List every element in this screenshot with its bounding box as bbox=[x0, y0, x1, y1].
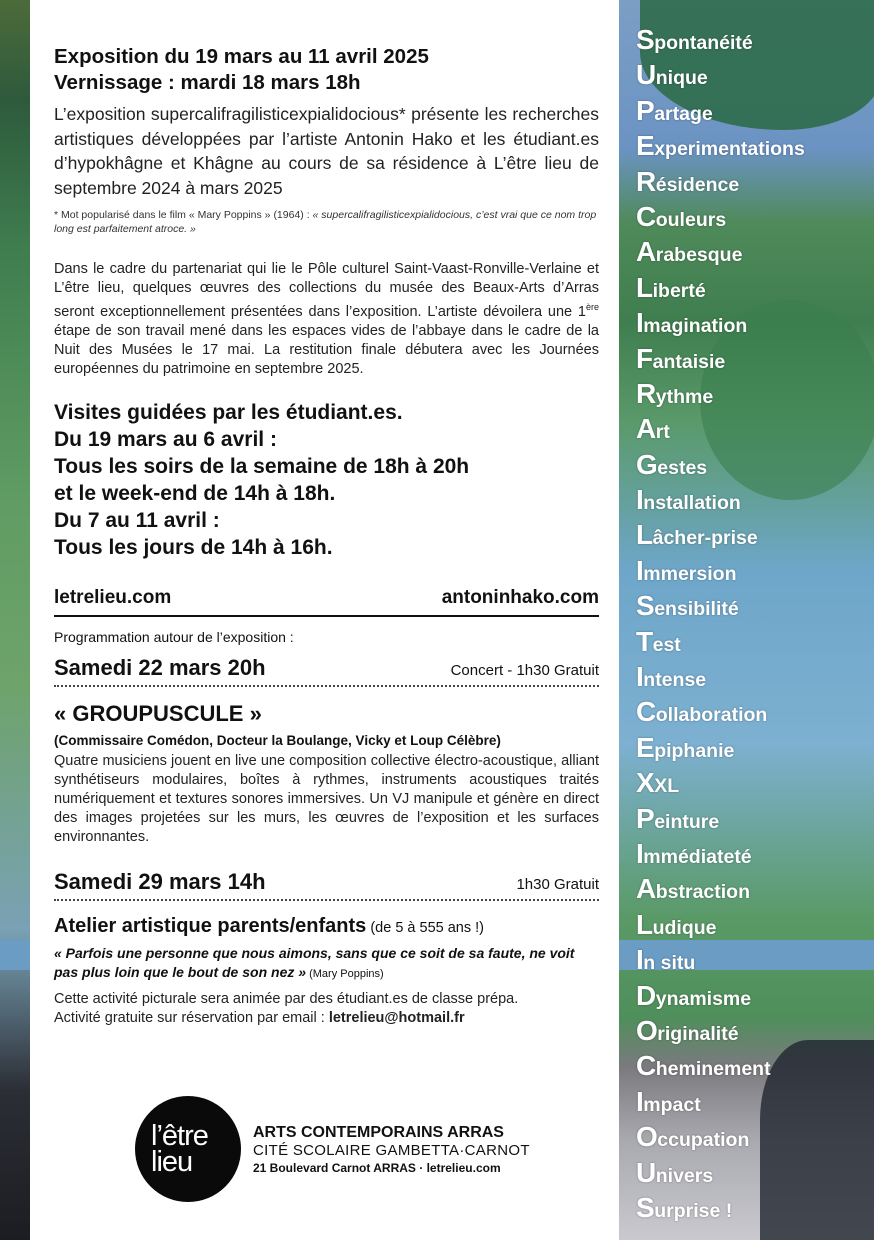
acrostic-initial: T bbox=[636, 625, 653, 657]
acrostic-initial: C bbox=[636, 696, 656, 728]
event1-title: « GROUPUSCULE » bbox=[54, 700, 262, 726]
acrostic-word bbox=[636, 1121, 872, 1156]
acrostic-word-rest: udique bbox=[652, 916, 717, 939]
event2-title bbox=[54, 915, 599, 938]
acrostic-word-rest: XL bbox=[654, 775, 680, 798]
letrelieu-link[interactable]: letrelieu.com bbox=[54, 586, 172, 608]
quote-source: (Mary Poppins) bbox=[306, 967, 384, 980]
acrostic-initial: I bbox=[636, 554, 644, 586]
acrostic-word-rest: nique bbox=[655, 67, 708, 90]
event2-desc-line2: Activité gratuite sur réservation par email : bbox=[54, 1009, 329, 1026]
acrostic-initial: I bbox=[636, 837, 644, 869]
acrostic-word-rest: ythme bbox=[655, 385, 714, 408]
logo-line2: lieu bbox=[151, 1146, 193, 1178]
acrostic-initial: S bbox=[636, 24, 655, 55]
event2-age-range: (de 5 à 555 ans !) bbox=[366, 919, 484, 936]
acrostic-word bbox=[636, 590, 872, 625]
acrostic-word-rest: nivers bbox=[655, 1164, 714, 1187]
event2-title-text: Atelier artistique parents/enfants bbox=[54, 914, 367, 937]
acrostic-initial: P bbox=[636, 94, 655, 126]
event1-meta: Concert - 1h30 Gratuit bbox=[450, 661, 599, 679]
acrostic-word bbox=[636, 24, 872, 59]
acrostic-initial: O bbox=[636, 1014, 658, 1046]
antoninhako-link[interactable]: antoninhako.com bbox=[441, 586, 599, 608]
acrostic-word-rest: artage bbox=[654, 102, 713, 125]
acrostic-word-rest: iberté bbox=[652, 279, 706, 302]
acrostic-initial: U bbox=[636, 1156, 656, 1188]
acrostic-word-rest: xperimentations bbox=[654, 138, 805, 161]
address-block bbox=[253, 1124, 530, 1175]
acrostic-word bbox=[636, 767, 872, 802]
acrostic-word-rest: rabesque bbox=[655, 244, 743, 267]
event1-date: Samedi 22 mars 20h bbox=[54, 654, 266, 680]
acrostic-word bbox=[636, 378, 872, 413]
acrostic-word-rest: mmersion bbox=[643, 562, 737, 585]
acrostic-initial: L bbox=[636, 519, 653, 551]
visits-line: Du 7 au 11 avril : bbox=[54, 508, 220, 532]
acrostic-word bbox=[636, 696, 872, 731]
acrostic-word bbox=[636, 201, 872, 236]
acrostic-initial: I bbox=[636, 307, 644, 339]
partnership-paragraph bbox=[54, 260, 599, 379]
visits-line: Tous les jours de 14h à 16h. bbox=[54, 535, 333, 559]
acrostic-initial: L bbox=[636, 908, 653, 940]
acrostic-word bbox=[636, 59, 872, 94]
acrostic-word-rest: piphanie bbox=[654, 739, 735, 762]
exhibition-dates bbox=[54, 44, 599, 96]
ordinal-suffix: ère bbox=[585, 302, 599, 312]
programme-intro: Programmation autour de l’exposition : bbox=[54, 628, 294, 645]
visits-line: Du 19 mars au 6 avril : bbox=[54, 427, 277, 451]
acrostic-word-rest: ccupation bbox=[657, 1129, 750, 1152]
acrostic-word bbox=[636, 1157, 872, 1192]
event2-description bbox=[54, 990, 599, 1028]
acrostic-word-rest: mpact bbox=[643, 1093, 701, 1116]
acrostic-initial: S bbox=[636, 1191, 655, 1223]
event2-meta: 1h30 Gratuit bbox=[516, 875, 599, 893]
letrelieu-logo bbox=[135, 1096, 241, 1202]
acrostic-word bbox=[636, 555, 872, 590]
visits-line: Tous les soirs de la semaine de 18h à 20h bbox=[54, 454, 470, 478]
acrostic-word bbox=[636, 413, 872, 448]
acrostic-word-rest: urprise ! bbox=[654, 1199, 733, 1222]
acrostic-word bbox=[636, 307, 872, 342]
acrostic-word-rest: ésidence bbox=[655, 173, 740, 196]
vernissage-line: Vernissage : mardi 18 mars 18h bbox=[54, 71, 361, 94]
acrostic-word-rest: riginalité bbox=[657, 1022, 739, 1045]
acrostic-initial: F bbox=[636, 342, 653, 374]
acrostic-word bbox=[636, 130, 872, 165]
partnership-text-b: étape de son travail mené dans les espaces vides de l’abbaye dans le cadre de la Nuit des Musées le 17 mai. La restitution finale débutera avec les Journées européennes du patrimoine en septembre 2025. bbox=[54, 322, 599, 377]
acrostic-word-rest: ollaboration bbox=[655, 704, 768, 727]
logo-line1: l’être bbox=[151, 1120, 208, 1152]
event2-date: Samedi 29 mars 14h bbox=[54, 868, 266, 894]
acrostic-word bbox=[636, 944, 872, 979]
acrostic-initial: I bbox=[636, 484, 644, 516]
acrostic-initial: I bbox=[636, 944, 644, 976]
mary-poppins-quote bbox=[54, 944, 599, 984]
acrostic-word-rest: ntense bbox=[643, 669, 707, 692]
acrostic-word bbox=[636, 909, 872, 944]
acrostic-word bbox=[636, 661, 872, 696]
acrostic-initial: R bbox=[636, 165, 656, 197]
acrostic-word-rest: rt bbox=[655, 421, 670, 444]
visits-line: et le week-end de 14h à 18h. bbox=[54, 481, 336, 505]
acrostic-initial: S bbox=[636, 590, 655, 622]
partnership-text-a: Dans le cadre du partenariat qui lie le Pôle culturel Saint-Vaast-Ronville-Verlaine et L’être lieu, quelques œuvres des collections du musée des Beaux-Arts d’Arras seront exceptionnellement présentées dans l’exposition. L’artiste dévoilera une 1 bbox=[54, 261, 599, 320]
acrostic-initial: E bbox=[636, 731, 655, 763]
acrostic-word-rest: ensibilité bbox=[654, 598, 739, 621]
acrostic-word-rest: mmédiateté bbox=[643, 845, 752, 868]
acrostic-word-rest: n situ bbox=[643, 952, 696, 975]
acrostic-initial: P bbox=[636, 802, 655, 834]
event2-header bbox=[54, 869, 599, 901]
acrostic-word bbox=[636, 449, 872, 484]
acrostic-word bbox=[636, 95, 872, 130]
acrostic-initial: A bbox=[636, 873, 656, 905]
quote-text: « Parfois une personne que nous aimons, sans que ce soit de sa faute, ne voit pas plus loin que le bout de son nez » bbox=[54, 944, 575, 980]
acrostic-word bbox=[636, 838, 872, 873]
acrostic-word-rest: âcher-prise bbox=[652, 527, 758, 550]
exhibition-dates-line: Exposition du 19 mars au 11 avril 2025 bbox=[54, 45, 429, 68]
reservation-email[interactable]: letrelieu@hotmail.fr bbox=[328, 1009, 465, 1026]
acrostic-word bbox=[636, 343, 872, 378]
acrostic-word-rest: antaisie bbox=[652, 350, 726, 373]
acrostic-initial: E bbox=[636, 130, 655, 162]
acrostic-word-rest: nstallation bbox=[643, 492, 741, 515]
acrostic-initial: A bbox=[636, 413, 656, 445]
intro-paragraph: L’exposition supercalifragilisticexpialidocious* présente les recherches artistiques développées par l’artiste Antonin Hako et les étudiant.es d’hypokhâgne et Khâgne au cours de sa résidence à L’être lieu de septembre 2024 à mars 2025 bbox=[54, 104, 599, 198]
acrostic-initial: G bbox=[636, 448, 658, 480]
event1-cast: (Commissaire Comédon, Docteur la Boulange, Vicky et Loup Célèbre) bbox=[54, 732, 501, 748]
acrostic-word-rest: einture bbox=[654, 810, 720, 833]
acrostic-initial: U bbox=[636, 59, 656, 91]
acrostic-word bbox=[636, 1050, 872, 1085]
acrostic-initial: I bbox=[636, 1085, 644, 1117]
event1-description: Quatre musiciens jouent en live une composition collective électro-acoustique, alliant synthétiseurs modulaires, boîtes à rythmes, instruments acoustiques traités numériquement et textures sonores immersives. Un VJ manipule et génère en direct des images projetées sur les murs, les œuvres de l’exposition et les surfaces environnantes. bbox=[54, 752, 599, 845]
acrostic-word bbox=[636, 236, 872, 271]
acrostic-initial: L bbox=[636, 271, 653, 303]
guided-visits bbox=[54, 399, 599, 561]
acrostic-word bbox=[636, 1192, 872, 1227]
acrostic-word bbox=[636, 1086, 872, 1121]
org-address: 21 Boulevard Carnot ARRAS · letrelieu.com bbox=[253, 1160, 501, 1175]
footnote-prefix: * Mot popularisé dans le film « Mary Poppins » (1964) : bbox=[54, 209, 313, 221]
org-location: CITÉ SCOLAIRE GAMBETTA·CARNOT bbox=[253, 1141, 530, 1159]
acrostic-word-rest: ouleurs bbox=[655, 208, 727, 231]
acrostic-word bbox=[636, 484, 872, 519]
org-name: ARTS CONTEMPORAINS ARRAS bbox=[253, 1123, 504, 1141]
website-links bbox=[54, 587, 599, 617]
acrostic-initial: C bbox=[636, 1050, 656, 1082]
acrostic-word-rest: magination bbox=[643, 315, 748, 338]
acrostic-word-rest: est bbox=[652, 633, 681, 656]
footnote-quote: « supercalifragilisticexpialidocious, c’est vrai que ce nom trop long est parfaitement atroce. » bbox=[54, 209, 597, 235]
event2-desc-line1: Cette activité picturale sera animée par des étudiant.es de classe prépa. bbox=[54, 990, 519, 1007]
acrostic-word bbox=[636, 873, 872, 908]
main-content bbox=[54, 44, 599, 1028]
acrostic-word-rest: heminement bbox=[655, 1058, 771, 1081]
acrostic-word bbox=[636, 166, 872, 201]
acrostic-word bbox=[636, 732, 872, 767]
acrostic-word-rest: ynamisme bbox=[655, 987, 752, 1010]
acrostic-word-rest: pontanéité bbox=[654, 32, 753, 54]
acrostic-word-rest: bstraction bbox=[655, 881, 750, 904]
footnote bbox=[54, 208, 599, 236]
acrostic-word bbox=[636, 803, 872, 838]
acrostic-initial: A bbox=[636, 236, 656, 268]
footer bbox=[135, 1096, 530, 1202]
visits-line: Visites guidées par les étudiant.es. bbox=[54, 400, 403, 424]
acrostic-word bbox=[636, 980, 872, 1015]
acrostic-word bbox=[636, 1015, 872, 1050]
acrostic-word-rest: estes bbox=[657, 456, 708, 479]
acrostic-initial: X bbox=[636, 767, 655, 799]
acrostic-list bbox=[636, 24, 872, 1227]
acrostic-word bbox=[636, 519, 872, 554]
acrostic-initial: I bbox=[636, 661, 644, 693]
acrostic-initial: C bbox=[636, 200, 656, 232]
acrostic-initial: R bbox=[636, 377, 656, 409]
event1-header bbox=[54, 655, 599, 687]
acrostic-word bbox=[636, 272, 872, 307]
acrostic-initial: O bbox=[636, 1121, 658, 1153]
acrostic-initial: D bbox=[636, 979, 656, 1011]
acrostic-word bbox=[636, 626, 872, 661]
